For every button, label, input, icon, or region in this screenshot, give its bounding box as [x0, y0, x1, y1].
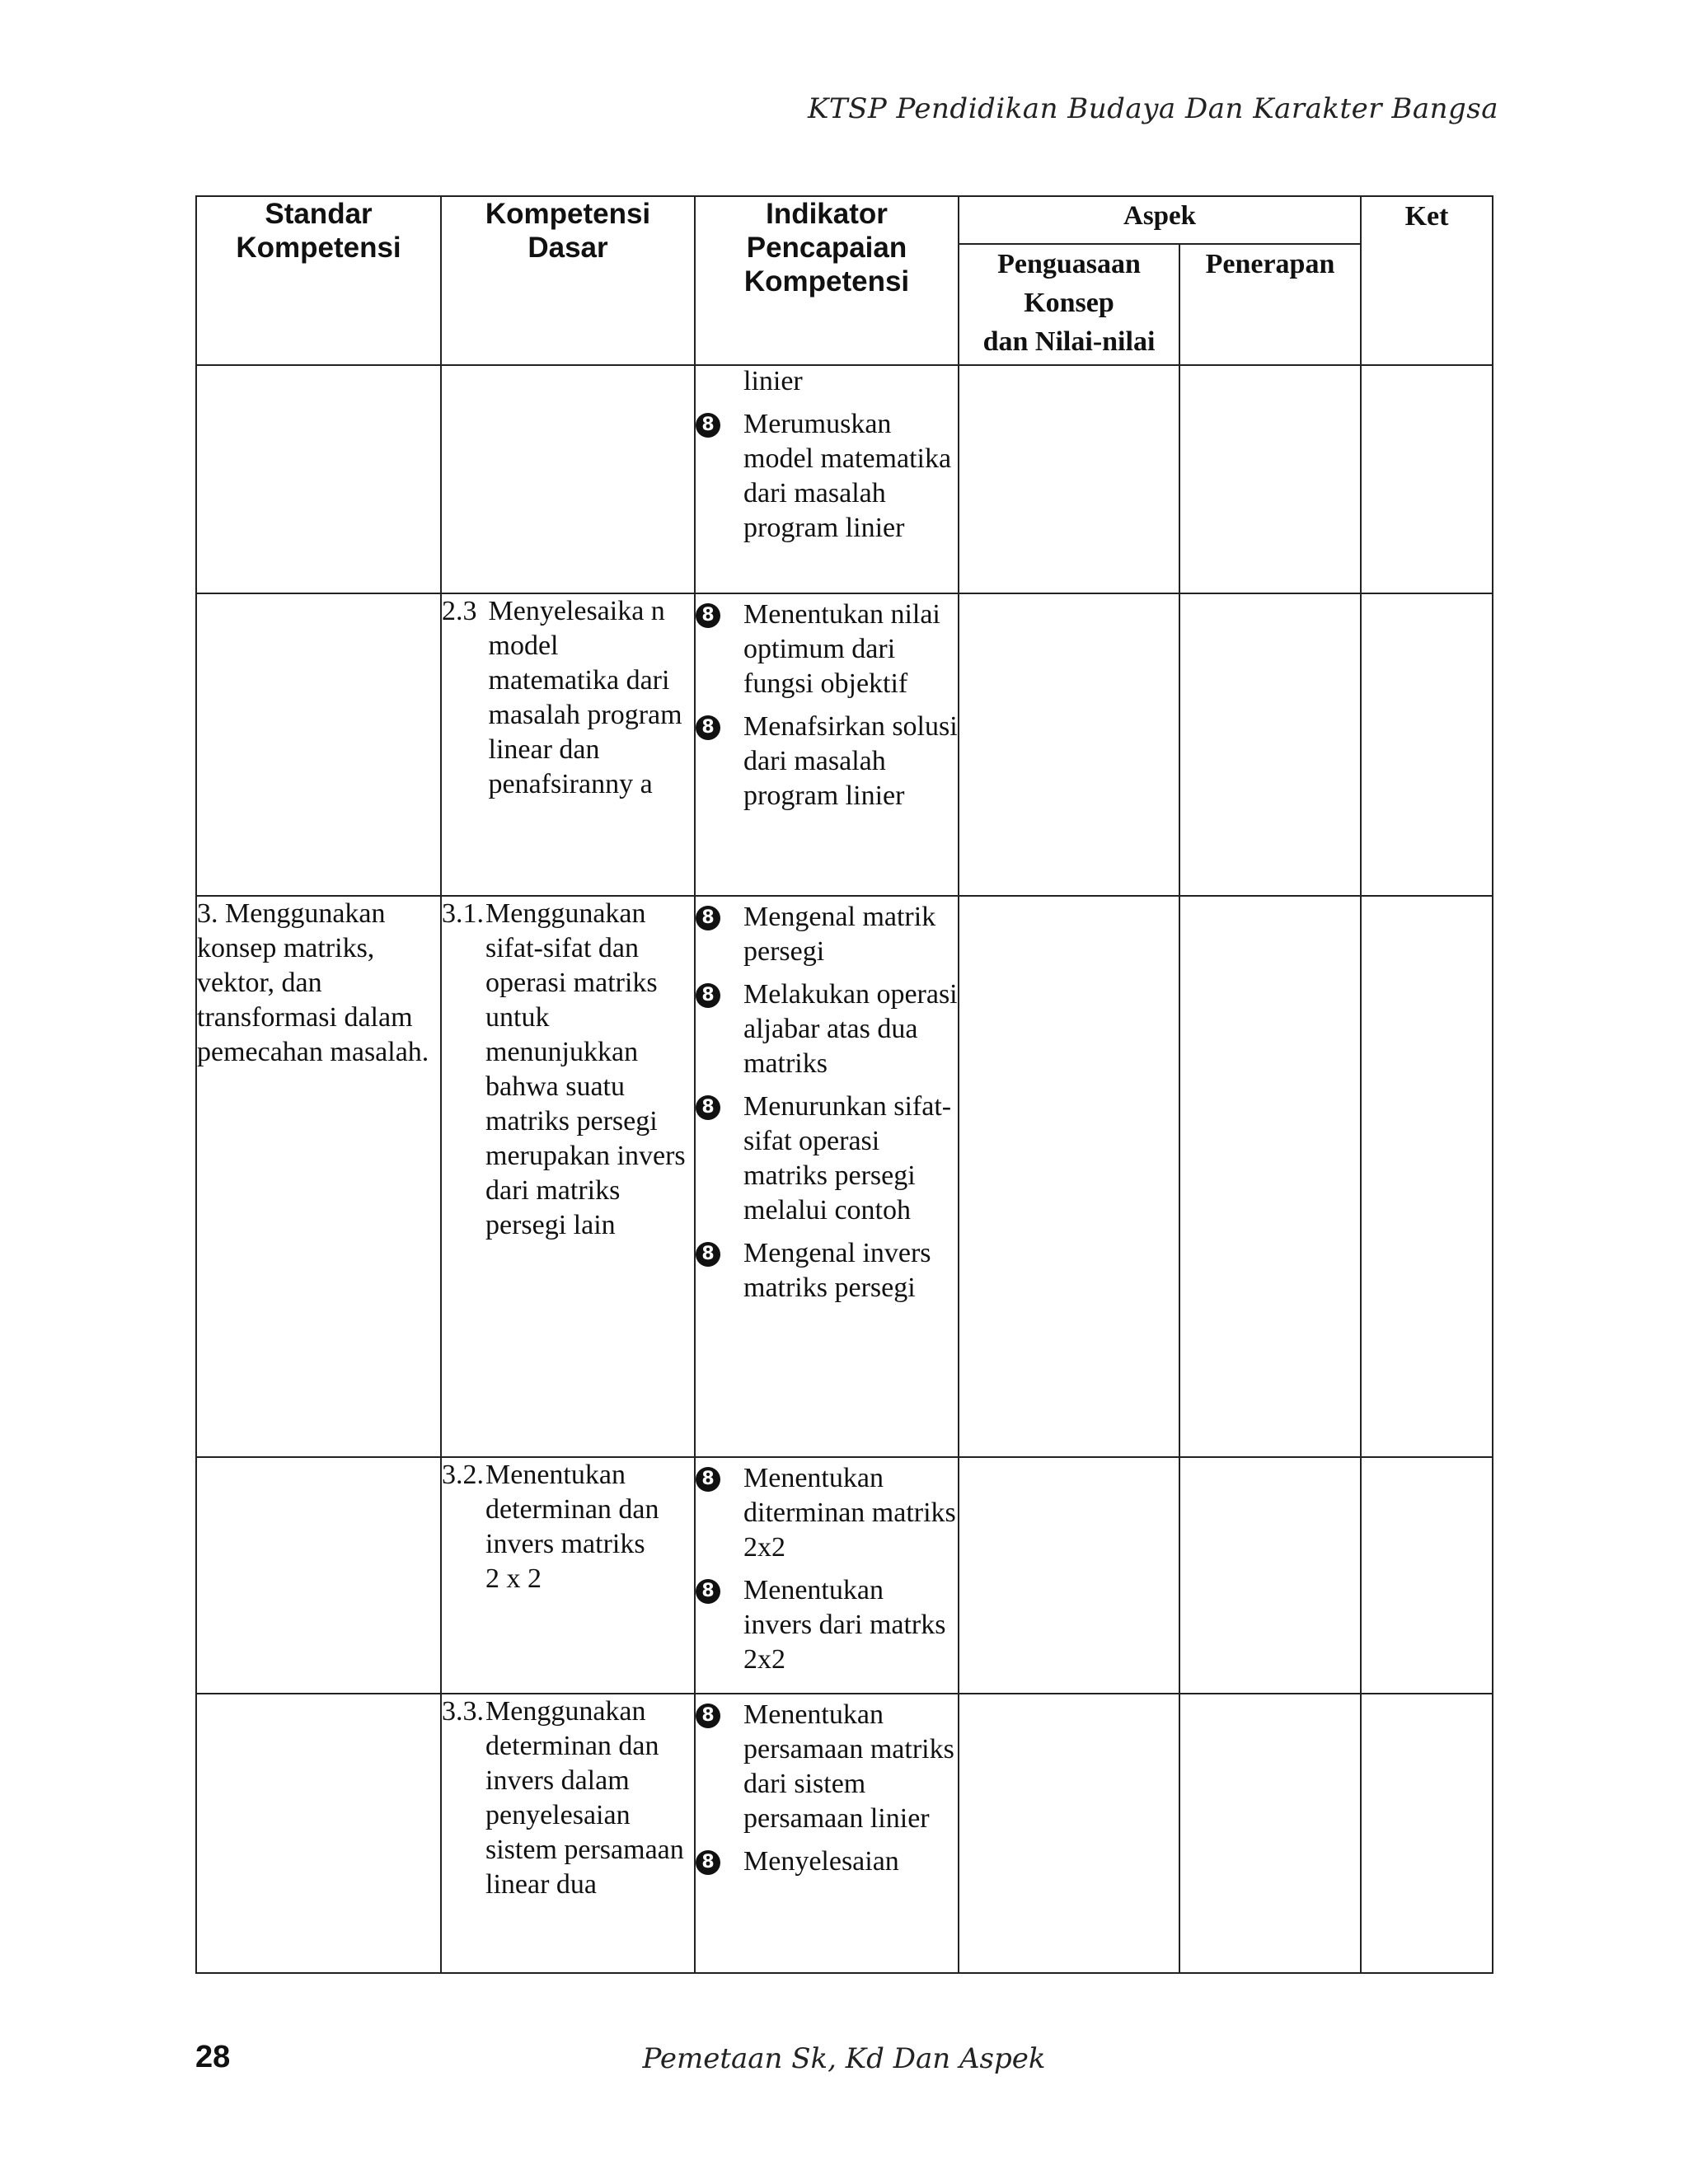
sk-cell: [196, 365, 441, 593]
ket-cell: [1361, 1457, 1493, 1694]
list-item: 8 Melakukan operasi aljabar atas dua matriks: [696, 977, 958, 1081]
list-item: 8 Merumuskan model matematika dari masalah program linier: [696, 407, 958, 546]
bullet-icon: [696, 370, 720, 395]
bullet-icon: 8: [696, 1704, 720, 1728]
bullet-icon: 8: [696, 715, 720, 740]
table-row: [196, 1694, 1493, 1973]
penerapan-cell: [1179, 593, 1361, 896]
list-item: 8 Menentukan nilai optimum dari fungsi objektif: [696, 598, 958, 701]
bullet-icon: 8: [696, 983, 720, 1008]
header-penguasaan-konsep: Penguasaan Konsep dan Nilai-nilai: [959, 244, 1179, 365]
bullet-icon: 8: [696, 1467, 720, 1492]
ket-cell: [1361, 365, 1493, 593]
page-number: 28: [195, 2040, 231, 2074]
penguasaan-cell: [959, 365, 1179, 593]
indicator-cell: [695, 593, 959, 896]
header-standar-kompetensi: Standar Kompetensi: [196, 196, 441, 365]
indicator-cell: [695, 1457, 959, 1694]
competency-mapping-table: [195, 195, 1493, 1974]
indicator-cell: [695, 896, 959, 1457]
penerapan-cell: [1179, 896, 1361, 1457]
indicator-cell: [695, 1694, 959, 1973]
bullet-icon: 8: [696, 413, 720, 438]
indicator-cell: [695, 365, 959, 593]
sk-cell: 3. Menggunakan konsep matriks, vektor, dan transformasi dalam pemecahan masalah.: [196, 896, 441, 1457]
list-item: 8 Mengenal invers matriks persegi: [696, 1236, 958, 1305]
bullet-icon: 8: [696, 1579, 720, 1604]
header-kompetensi-dasar: Kompetensi Dasar: [441, 196, 695, 365]
bullet-icon: 8: [696, 1095, 720, 1120]
ket-cell: [1361, 896, 1493, 1457]
list-item: 8 Menentukan invers dari matrks 2x2: [696, 1573, 958, 1677]
header-ket: Ket: [1361, 196, 1493, 365]
penguasaan-cell: [959, 1457, 1179, 1694]
sk-cell: [196, 1457, 441, 1694]
list-item: 8 Menentukan persamaan matriks dari sistem persamaan linier: [696, 1698, 958, 1836]
kd-cell: [441, 365, 695, 593]
kd-cell: 3.2. Menentukan determinan dan invers matriks 2 x 2: [441, 1457, 695, 1694]
penguasaan-cell: [959, 593, 1179, 896]
bullet-icon: 8: [696, 603, 720, 628]
kd-cell: 3.1. Menggunakan sifat-sifat dan operasi matriks untuk menunjukkan bahwa suatu matriks persegi merupakan invers dari matriks persegi lain: [441, 896, 695, 1457]
penerapan-cell: [1179, 365, 1361, 593]
list-item: 8 Menafsirkan solusi dari masalah program linier: [696, 710, 958, 813]
list-item: linier: [696, 364, 958, 399]
kd-cell: 2.3 Menyelesaika n model matematika dari masalah program linear dan penafsiranny a: [441, 593, 695, 896]
list-item: 8 Menurunkan sifat-sifat operasi matriks persegi melalui contoh: [696, 1090, 958, 1228]
list-item: 8 Mengenal matrik persegi: [696, 900, 958, 969]
ket-cell: [1361, 593, 1493, 896]
bullet-icon: 8: [696, 906, 720, 930]
header-indikator: Indikator Pencapaian Kompetensi: [695, 196, 959, 365]
running-footer: Pemetaan Sk, Kd Dan Aspek: [642, 2042, 1046, 2075]
table-row: [196, 593, 1493, 896]
list-item: 8 Menyelesaian: [696, 1844, 958, 1879]
kd-cell: 3.3. Menggunakan determinan dan invers dalam penyelesaian sistem persamaan linear dua: [441, 1694, 695, 1973]
header-aspek: Aspek: [959, 196, 1361, 244]
list-item: 8 Menentukan diterminan matriks 2x2: [696, 1461, 958, 1565]
running-header: KTSP Pendidikan Budaya Dan Karakter Bangsa: [808, 92, 1498, 125]
penguasaan-cell: [959, 1694, 1179, 1973]
sk-cell: [196, 1694, 441, 1973]
header-penerapan: Penerapan: [1179, 244, 1361, 365]
bullet-icon: 8: [696, 1850, 720, 1875]
ket-cell: [1361, 1694, 1493, 1973]
penerapan-cell: [1179, 1457, 1361, 1694]
table-row: [196, 365, 1493, 593]
table-row: [196, 896, 1493, 1457]
table-row: [196, 1457, 1493, 1694]
penguasaan-cell: [959, 896, 1179, 1457]
penerapan-cell: [1179, 1694, 1361, 1973]
bullet-icon: 8: [696, 1242, 720, 1267]
sk-cell: [196, 593, 441, 896]
